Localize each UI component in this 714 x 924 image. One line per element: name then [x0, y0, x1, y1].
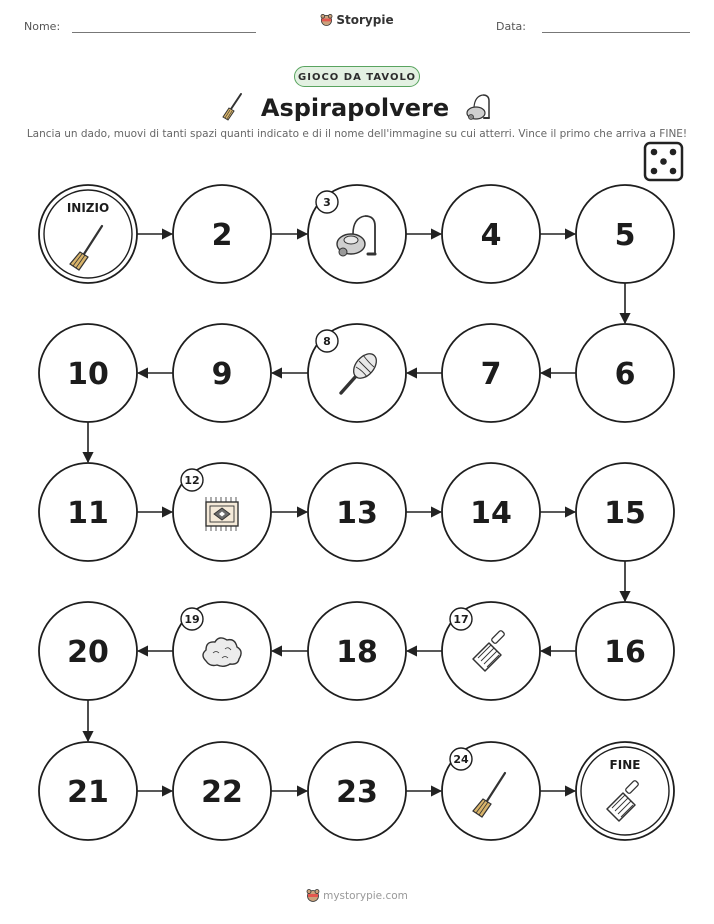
space-number: 18 [336, 635, 378, 670]
board-space-18 [308, 602, 406, 700]
date-label: Data: [496, 20, 526, 33]
footer-url [0, 888, 714, 902]
board-space-23 [308, 742, 406, 840]
board-space-start [39, 185, 137, 283]
footer-text: mystorypie.com [323, 890, 408, 902]
space-number: 11 [67, 496, 109, 531]
space-number: 17 [453, 613, 469, 626]
space-number: 4 [480, 218, 502, 253]
board-space-16 [576, 602, 674, 700]
die-five-icon [645, 143, 682, 180]
space-number: 15 [604, 496, 646, 531]
board-space-8 [308, 324, 406, 422]
board-space-6 [576, 324, 674, 422]
board-space-3 [308, 185, 406, 283]
brand-name: Storypie [336, 13, 394, 27]
board-space-9 [173, 324, 271, 422]
space-number: 22 [201, 775, 243, 810]
space-number: 2 [211, 218, 233, 253]
board-space-7 [442, 324, 540, 422]
space-number: 9 [211, 357, 233, 392]
space-number: 7 [480, 357, 502, 392]
space-number: 24 [453, 753, 469, 766]
board-space-14 [442, 463, 540, 561]
space-number: 13 [336, 496, 378, 531]
space-number: 8 [323, 335, 331, 348]
board-space-10 [39, 324, 137, 422]
board-space-19 [173, 602, 271, 700]
space-number: 10 [67, 357, 109, 392]
space-number: 16 [604, 635, 646, 670]
board-space-21 [39, 742, 137, 840]
game-type-badge: GIOCO DA TAVOLO [294, 66, 420, 87]
name-label: Nome: [24, 20, 61, 33]
space-number: 20 [67, 635, 109, 670]
board-space-17 [442, 602, 540, 700]
space-number: 21 [67, 775, 109, 810]
instructions: Lancia un dado, muovi di tanti spazi quanti indicato e di il nome dell'immagine su cui atterri. Vince il primo che arriva a FINE! [26, 128, 688, 140]
board-space-2 [173, 185, 271, 283]
space-number: 19 [184, 613, 200, 626]
board-space-4 [442, 185, 540, 283]
space-number: 12 [184, 474, 200, 487]
space-number: 6 [614, 357, 636, 392]
space-number: 5 [614, 218, 636, 253]
space-number: 3 [323, 196, 331, 209]
start-label: INIZIO [66, 201, 110, 215]
board-space-11 [39, 463, 137, 561]
space-number: 23 [336, 775, 378, 810]
end-label: FINE [609, 758, 641, 772]
bear-logo-icon [306, 888, 320, 902]
board-space-5 [576, 185, 674, 283]
board-space-24 [442, 742, 540, 840]
board-space-20 [39, 602, 137, 700]
board-space-22 [173, 742, 271, 840]
space-number: 14 [470, 496, 512, 531]
board-space-end [576, 742, 674, 840]
title-text: Aspirapolvere [260, 94, 450, 122]
rug-icon [206, 497, 238, 531]
board-space-15 [576, 463, 674, 561]
board-space-12 [173, 463, 271, 561]
board-space-13 [308, 463, 406, 561]
